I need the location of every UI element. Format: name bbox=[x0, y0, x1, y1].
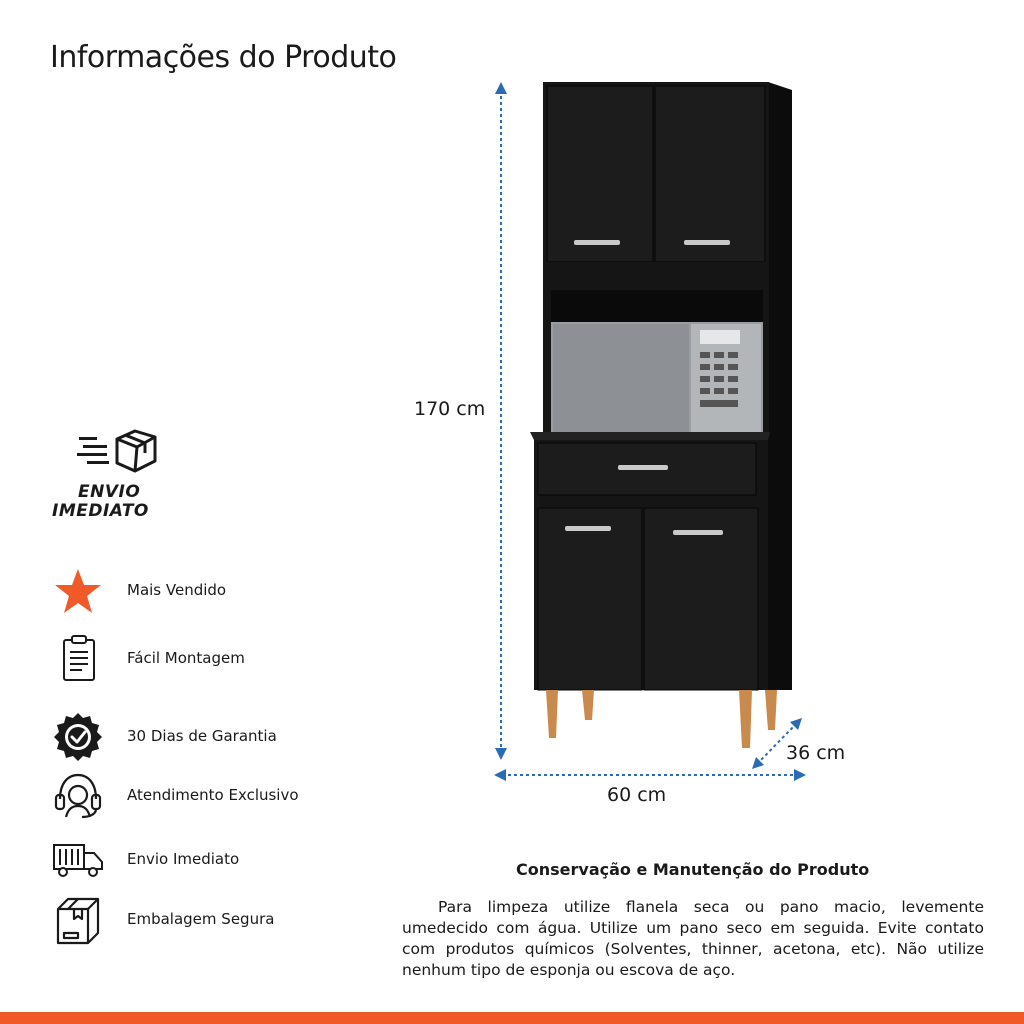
shipping-badge-text bbox=[52, 483, 149, 521]
badge-line-1: ENVIO bbox=[78, 482, 141, 502]
microwave bbox=[551, 322, 763, 436]
feature-label: Envio Imediato bbox=[127, 850, 240, 868]
feature-item-shipping bbox=[52, 835, 352, 885]
width-label: 60 cm bbox=[607, 784, 667, 806]
page-title: Informações do Produto bbox=[50, 40, 397, 75]
shipping-badge bbox=[52, 425, 182, 525]
feature-label: 30 Dias de Garantia bbox=[127, 727, 277, 745]
feature-label: Fácil Montagem bbox=[127, 649, 245, 667]
care-title: Conservação e Manutenção do Produto bbox=[516, 860, 870, 879]
feature-item-easy-assembly bbox=[52, 634, 352, 684]
fast-delivery-box-icon bbox=[77, 427, 187, 477]
star-icon bbox=[52, 566, 104, 616]
headset-icon bbox=[52, 771, 104, 821]
depth-label: 36 cm bbox=[786, 742, 846, 764]
feature-label: Atendimento Exclusivo bbox=[127, 786, 299, 804]
height-label: 170 cm bbox=[414, 398, 486, 420]
feature-item-support bbox=[52, 771, 352, 821]
badge-line-2: IMEDIATO bbox=[52, 501, 149, 521]
warranty-seal-icon bbox=[52, 712, 104, 762]
kitchen-cabinet bbox=[530, 82, 792, 748]
feature-label: Embalagem Segura bbox=[127, 910, 275, 928]
package-box-icon bbox=[52, 895, 104, 945]
care-text: Para limpeza utilize flanela seca ou pano macio, levemente umedecido com água. Utilize um pano seco em seguida. Evite contato com produtos químicos (Solventes, thinner, acetona, etc). Não utilize nenhum tipo de esponja ou escova de aço. bbox=[402, 898, 984, 979]
clipboard-icon bbox=[52, 634, 104, 684]
feature-label: Mais Vendido bbox=[127, 581, 227, 599]
feature-item-packaging bbox=[52, 895, 352, 945]
delivery-truck-icon bbox=[52, 835, 104, 885]
feature-item-warranty bbox=[52, 712, 352, 762]
feature-item-best-seller bbox=[52, 566, 352, 616]
bottom-accent-bar bbox=[0, 1012, 1024, 1024]
